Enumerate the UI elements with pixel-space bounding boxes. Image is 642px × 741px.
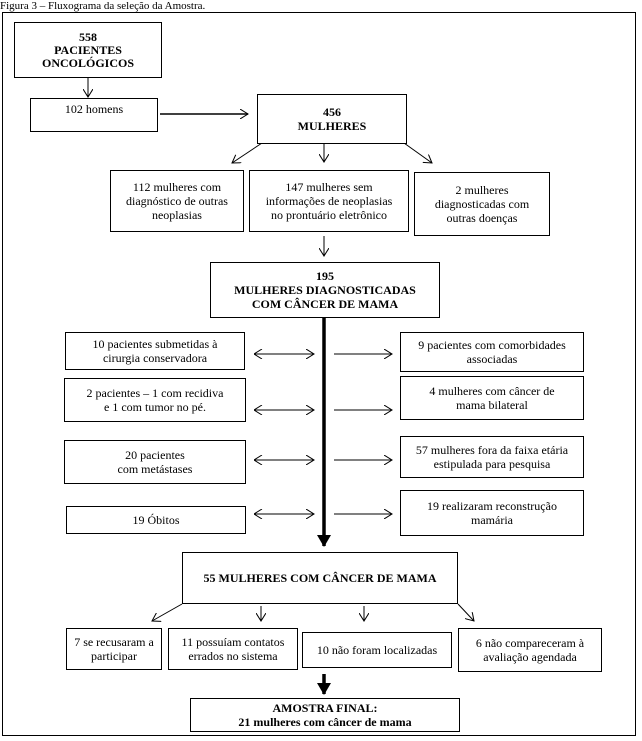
arrow-to-outras-neoplasias bbox=[232, 143, 262, 163]
node-outras-neoplasias: 112 mulheres com diagnóstico de outras neoplasias bbox=[110, 170, 244, 232]
node-mulheres: 456 MULHERES bbox=[257, 94, 407, 144]
node-homens: 102 homens bbox=[30, 98, 158, 132]
node-metastases: 20 pacientes com metástases bbox=[64, 440, 246, 484]
node-contatos-errados: 11 possuíam contatos errados no sistema bbox=[168, 628, 298, 670]
node-nao-localizadas: 10 não foram localizadas bbox=[302, 632, 452, 668]
node-reconstrucao: 19 realizaram reconstrução mamária bbox=[400, 490, 584, 536]
node-cancer-mama-195: 195 MULHERES DIAGNOSTICADAS COM CÂNCER DE MAMA bbox=[210, 262, 440, 318]
node-cirurgia-conservadora: 10 pacientes submetidas à cirurgia conservadora bbox=[65, 332, 245, 370]
node-faixa-etaria: 57 mulheres fora da faixa etária estipulada para pesquisa bbox=[400, 436, 584, 478]
arrow-to-nao-compareceram bbox=[458, 604, 474, 621]
node-comorbidades: 9 pacientes com comorbidades associadas bbox=[400, 332, 584, 372]
figure-caption: Figura 3 – Fluxograma da seleção da Amostra. bbox=[0, 0, 206, 12]
node-outras-doencas: 2 mulheres diagnosticadas com outras doenças bbox=[414, 172, 550, 236]
node-recidiva: 2 pacientes – 1 com recidiva e 1 com tumor no pé. bbox=[64, 378, 246, 422]
node-amostra-final: AMOSTRA FINAL: 21 mulheres com câncer de mama bbox=[190, 698, 460, 732]
node-nao-compareceram: 6 não compareceram à avaliação agendada bbox=[458, 628, 602, 672]
node-recusaram: 7 se recusaram a participar bbox=[66, 628, 162, 670]
arrow-to-outras-doencas bbox=[404, 143, 432, 163]
node-bilateral: 4 mulheres com câncer de mama bilateral bbox=[400, 376, 584, 420]
node-cancer-mama-55: 55 MULHERES COM CÂNCER DE MAMA bbox=[182, 552, 458, 604]
node-sem-info: 147 mulheres sem informações de neoplasias no prontuário eletrônico bbox=[249, 170, 409, 232]
node-obitos: 19 Óbitos bbox=[66, 506, 246, 534]
arrow-to-recusaram bbox=[152, 604, 182, 621]
node-pacientes: 558 PACIENTES ONCOLÓGICOS bbox=[14, 22, 162, 78]
